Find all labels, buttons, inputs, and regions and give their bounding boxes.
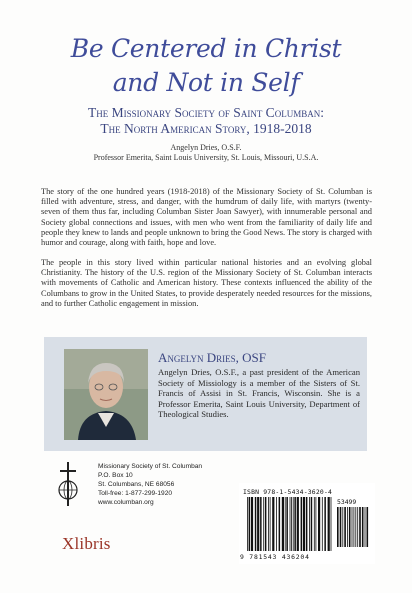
barcode-bar — [291, 497, 292, 551]
isbn-label: ISBN 978-1-5434-3620-4 — [243, 488, 333, 496]
barcode-bar — [279, 497, 281, 551]
barcode-bar — [342, 507, 343, 547]
barcode-bar — [290, 497, 291, 551]
barcode-bar — [354, 507, 355, 547]
barcode-bar — [322, 497, 323, 551]
author-bio-panel — [44, 337, 367, 451]
barcode-bar — [294, 497, 296, 551]
barcode-bar — [285, 497, 286, 551]
barcode-bar — [282, 497, 284, 551]
barcode-bar — [349, 507, 351, 547]
barcode-bar — [362, 507, 364, 547]
barcode-bar — [365, 507, 366, 547]
author-photo — [64, 349, 148, 440]
barcode-bar — [331, 497, 332, 551]
barcode-bar — [276, 497, 277, 551]
barcode-bar — [301, 497, 303, 551]
barcode-bar — [247, 497, 248, 551]
barcode-bar — [337, 507, 339, 547]
bio-author-name: Angelyn Dries, OSF — [158, 350, 266, 365]
barcode-bar — [306, 497, 308, 551]
barcode-bar — [324, 497, 326, 551]
barcode-bar — [352, 507, 353, 547]
barcode-bar — [297, 497, 299, 551]
price-code: 53499 — [337, 498, 357, 506]
description-paragraph-2: The people in this story lived within particular national histories and an evolving global Christianity. The history of the U.S. region of the Missionary Society of St. Columban interacts with movements of Catholic and American history. These contexts influenced the ability of the Columbans to grow in the United States, to provide desperately needed resources for the missions, and to further Catholic engagement in mission. — [41, 258, 372, 308]
barcode-bar — [318, 497, 320, 551]
barcode-bar — [257, 497, 259, 551]
barcode-bar — [272, 497, 274, 551]
barcode-bar — [328, 497, 330, 551]
barcode-bar — [309, 497, 310, 551]
barcode-bar — [311, 497, 313, 551]
subtitle-line-2: The North American Story, 1918-2018 — [100, 121, 312, 136]
author-byline: Angelyn Dries, O.S.F. — [170, 143, 242, 152]
barcode-bar — [367, 507, 369, 547]
xlibris-logo: Xlibris — [62, 534, 111, 553]
publisher-line: St. Columbans, NE 68056 — [98, 481, 175, 488]
author-portrait-image — [64, 349, 148, 440]
barcode-bar — [347, 507, 348, 547]
publisher-line: P.O. Box 10 — [98, 472, 133, 479]
isbn-digits: 9 781543 436204 — [240, 553, 310, 561]
barcode-bar — [303, 497, 305, 551]
barcode-bar — [357, 507, 358, 547]
publisher-line: Toll-free: 1-877-299-1920 — [98, 490, 173, 497]
barcode-bar — [355, 507, 356, 547]
publisher-line: www.columban.org — [98, 499, 154, 506]
title-line-2: and Not in Self — [112, 68, 300, 97]
barcode-bar — [293, 497, 294, 551]
title-line-1: Be Centered in Christ — [70, 34, 342, 63]
barcode-bar — [340, 507, 342, 547]
barcode-bar — [359, 507, 361, 547]
description-paragraph-1: The story of the one hundred years (1918-2018) of the Missionary Society of St. Columban is filled with adventure, stress, and danger, with the humdrum of daily life, with martyrs (twenty-seven of them thus far, including Columban Sister Joan Sawyer), with innumerable personal and Society global connections and issues, with men who went from the familiarity of daily life and people they knew to lands and people unknown to bring the Good News. The story is charged with humor and courage, along with faith, hope and love. — [41, 187, 372, 248]
bio-text: Angelyn Dries, O.S.F., a past president of the American Society of Missiology is a member of the Sisters of St. Francis of Assisi in St. Francis, Wisconsin. She is a Professor Emerita, Saint Louis University, Department of Theological Studies. — [158, 367, 360, 420]
barcode-bar — [314, 497, 315, 551]
cross-globe-icon — [56, 462, 80, 506]
barcode-bar — [268, 497, 269, 551]
barcode-bar — [260, 497, 262, 551]
barcode-bar — [270, 497, 271, 551]
barcode-bar — [265, 497, 267, 551]
subtitle-line-1: The Missionary Society of Saint Columban: — [88, 105, 324, 120]
barcode-bar — [286, 497, 288, 551]
publisher-line: Missionary Society of St. Columban — [98, 463, 203, 470]
barcode-bar — [249, 497, 251, 551]
barcode-bar — [251, 497, 253, 551]
publisher-address — [98, 462, 202, 507]
author-affiliation: Professor Emerita, Saint Louis University, St. Louis, Missouri, U.S.A. — [93, 153, 319, 162]
barcode-bar — [263, 497, 264, 551]
barcode-bar — [316, 497, 317, 551]
barcode-bar — [344, 507, 346, 547]
barcode-bar — [255, 497, 256, 551]
